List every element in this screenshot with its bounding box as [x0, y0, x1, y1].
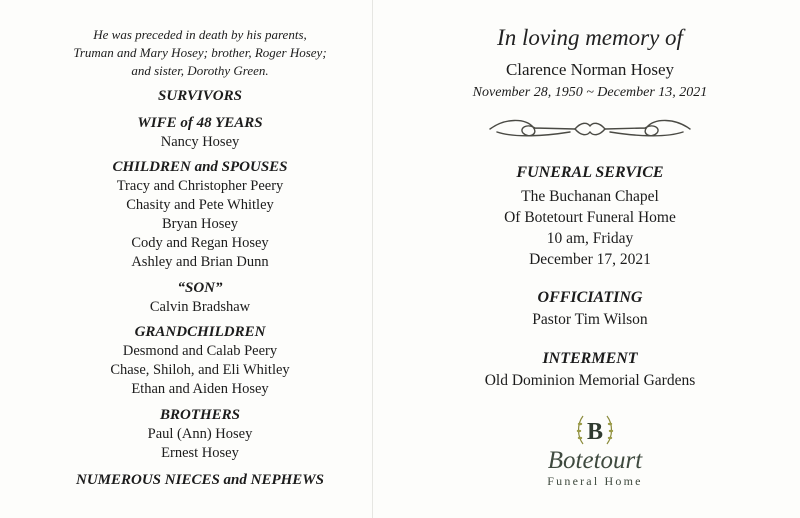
son-name: Calvin Bradshaw [149, 299, 251, 315]
officiating-heading: OFFICIATING [537, 289, 643, 306]
list-item: Chase, Shiloh, and Eli Whitley [110, 362, 290, 378]
list-item: Paul (Ann) Hosey [147, 426, 253, 442]
service-line: 10 am, Friday [546, 230, 634, 247]
deceased-name: Clarence Norman Hosey [505, 60, 675, 79]
service-line: December 17, 2021 [529, 251, 651, 268]
flourish-ornament-icon [485, 114, 695, 144]
list-item: Tracy and Christopher Peery [116, 178, 284, 194]
logo-subtitle: Funeral Home [547, 474, 643, 488]
officiant-name: Pastor Tim Wilson [532, 311, 648, 328]
wife-heading: WIFE of 48 YEARS [137, 115, 263, 131]
nieces-nephews-heading: NUMEROUS NIECES and NEPHEWS [76, 472, 324, 488]
funeral-service-details [410, 186, 770, 270]
list-item: Ashley and Brian Dunn [131, 254, 269, 270]
intro-line: Truman and Mary Hosey; brother, Roger Hosey; [73, 45, 327, 60]
brothers-list [20, 425, 380, 463]
interment-place: Old Dominion Memorial Gardens [484, 372, 696, 389]
children-list [20, 177, 380, 272]
intro-line: and sister, Dorothy Green. [131, 63, 269, 78]
interment-heading: INTERMENT [542, 350, 638, 367]
list-item: Desmond and Calab Peery [122, 343, 278, 359]
grandchildren-heading: GRANDCHILDREN [134, 324, 266, 340]
logo-brand-name: Botetourt [547, 447, 643, 474]
obituary-intro [20, 26, 380, 80]
brothers-heading: BROTHERS [159, 407, 241, 423]
intro-line: He was preceded in death by his parents, [93, 27, 307, 42]
survivors-heading: SURVIVORS [158, 88, 242, 104]
laurel-crest-icon [573, 410, 617, 450]
life-dates: November 28, 1950 ~ December 13, 2021 [472, 85, 708, 100]
list-item: Bryan Hosey [161, 216, 239, 232]
logo-letter: B [586, 419, 604, 445]
list-item: Chasity and Pete Whitley [126, 197, 274, 213]
children-heading: CHILDREN and SPOUSES [112, 159, 288, 175]
list-item: Ernest Hosey [161, 445, 239, 461]
service-line: Of Botetourt Funeral Home [504, 209, 676, 226]
list-item: Ethan and Aiden Hosey [131, 381, 269, 397]
list-item: Cody and Regan Hosey [131, 235, 269, 251]
son-heading: “SON” [177, 280, 223, 296]
wife-name: Nancy Hosey [160, 134, 240, 150]
grandchildren-list [20, 342, 380, 399]
memory-line: In loving memory of [497, 25, 683, 50]
service-line: The Buchanan Chapel [521, 188, 659, 205]
funeral-home-logo [530, 410, 660, 500]
funeral-service-heading: FUNERAL SERVICE [516, 164, 664, 181]
